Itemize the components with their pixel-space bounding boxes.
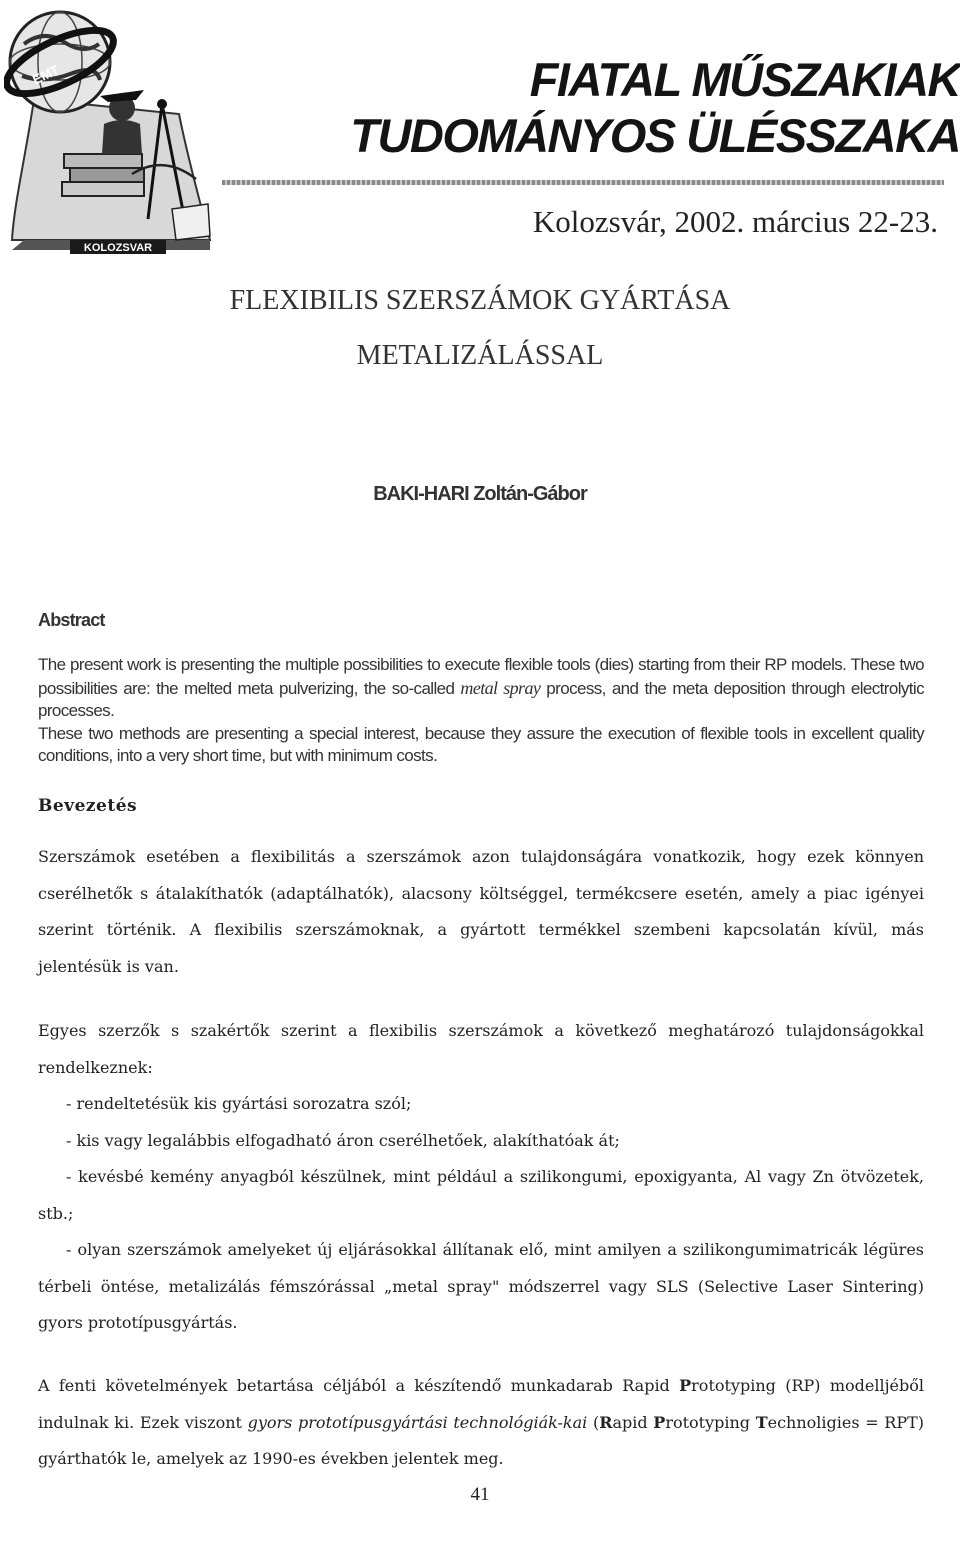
paper-title-line-1: FLEXIBILIS SZERSZÁMOK GYÁRTÁSA	[229, 285, 731, 316]
bold-run: T	[755, 1412, 768, 1432]
header-divider	[222, 180, 944, 185]
conference-title-line-2: TUDOMÁNYOS ÜLÉSSZAKA	[350, 109, 960, 162]
conference-logo	[4, 4, 218, 254]
intro-paragraph-3	[38, 1368, 924, 1478]
bold-run: R	[599, 1412, 613, 1432]
abstract-text: The present work is presenting the multiple possibilities to execute flexible tools (dies) starting from their RP models. These two possibilities are: the melted meta pulverizing, the so-called	[38, 655, 924, 698]
text-run: rototyping	[665, 1412, 756, 1432]
list-item: - kis vagy legalábbis elfogadható áron cserélhetőek, alakíthatóak át;	[66, 1130, 620, 1150]
section-heading: Bevezetés	[38, 796, 138, 816]
paper-title-line-2: METALIZÁLÁSSAL	[356, 340, 604, 371]
conference-title-line-1: FIATAL MŰSZAKIAK	[529, 53, 960, 106]
intro-list-lead: Egyes szerzők s szakértők szerint a flexibilis szerszámok a következő meghatározó tulajdonságokkal rendelkeznek:	[38, 1021, 924, 1077]
list-item: - olyan szerszámok amelyeket új eljárásokkal állítanak elő, mint amilyen a szilikongumimatricák légüres térbeli öntése, metalizálás fémszórással „metal spray" módszerrel vagy SLS (Selective Laser Sintering) gyors prototípusgyártás.	[38, 1240, 924, 1332]
page-number: 41	[470, 1484, 490, 1505]
text-run: (	[587, 1412, 600, 1432]
bold-run: P	[653, 1412, 666, 1432]
list-item: - kevésbé kemény anyagból készülnek, mint például a szilikongumi, epoxigyanta, Al vagy Zn ötvözetek, stb.;	[38, 1167, 924, 1223]
text-run: rototyping (RP) modelljéből indulnak ki. Ezek viszont	[38, 1376, 924, 1432]
list-item: - rendeltetésük kis gyártási sorozatra szól;	[66, 1094, 412, 1113]
abstract-text: process, and the meta deposition through electrolytic processes.	[38, 678, 924, 720]
abstract-heading: Abstract	[38, 610, 105, 630]
logo-ring-text: EMT	[30, 62, 62, 88]
logo-label: KOLOZSVAR	[83, 242, 153, 254]
abstract-emphasis: metal spray	[460, 677, 541, 698]
italic-run: gyors prototípusgyártási technológiák-kai	[247, 1412, 588, 1432]
abstract-paragraph-2: These two methods are presenting a special interest, because they assure the execution of flexible tools in excellent quality conditions, into a very short time, but with minimum costs.	[38, 723, 924, 765]
abstract-paragraph-1	[38, 654, 924, 723]
conference-place-date: Kolozsvár, 2002. március 22-23.	[532, 204, 938, 239]
conference-title	[290, 52, 960, 164]
intro-paragraph-2	[38, 1013, 924, 1342]
abstract-body	[38, 654, 924, 768]
bold-run: P	[679, 1376, 692, 1395]
text-run: apid	[612, 1412, 654, 1432]
text-run: A fenti követelmények betartása céljából a készítendő munkadarab Rapid	[38, 1376, 680, 1395]
paper-author: BAKI-HARI Zoltán-Gábor	[373, 483, 587, 505]
intro-paragraph-1: Szerszámok esetében a flexibilitás a szerszámok azon tulajdonságára vonatkozik, hogy ezek könnyen cserélhetők s átalakíthatók (adaptálhatók), alacsony költséggel, termékcsere esetén, amely a piac igényei szerint történik. A flexibilis szerszámoknak, a gyártott termékkel szembeni kapcsolatán kívül, más jelentésük is van.	[38, 847, 924, 976]
text-run: echnoligies = RPT) gyárthatók le, amelyek az 1990-es években jelentek meg.	[38, 1412, 925, 1468]
intro-paragraph-3-text	[38, 1368, 924, 1478]
